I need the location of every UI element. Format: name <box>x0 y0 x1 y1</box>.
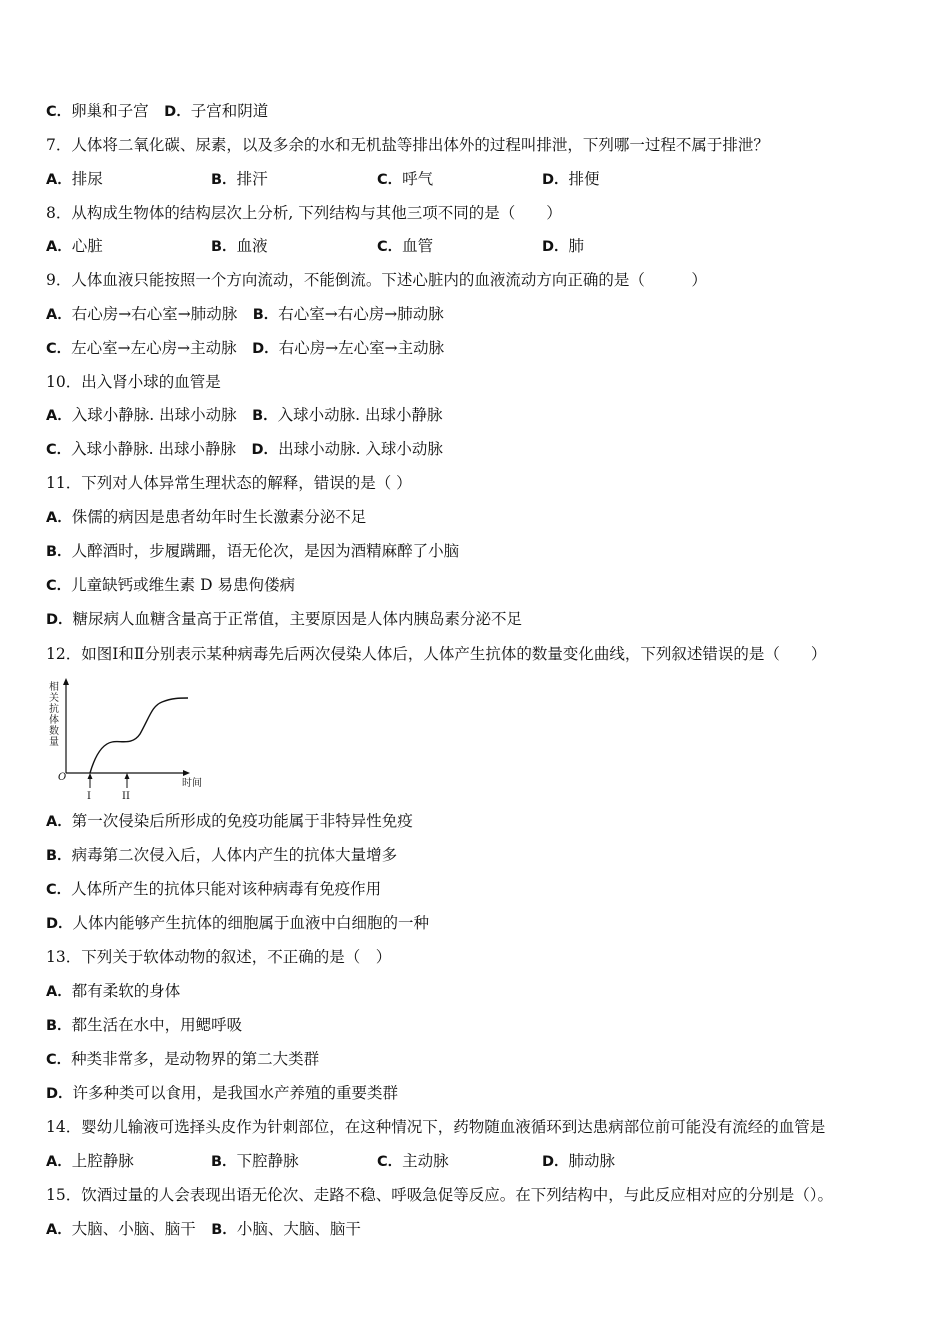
question-11: 11．下列对人体异常生理状态的解释，错误的是（ ） <box>46 474 412 492</box>
q8-option-a: A．心脏 <box>46 237 103 255</box>
q14-option-a: A．上腔静脉 <box>46 1152 134 1170</box>
marker-1-arrowhead <box>88 773 93 779</box>
question-9: 9．人体血液只能按照一个方向流动，不能倒流。下述心脏内的血液流动方向正确的是（ ） <box>46 271 707 289</box>
question-15: 15．饮酒过量的人会表现出语无伦次、走路不稳、呼吸急促等反应。在下列结构中，与此反应相对应的分别是（）。 <box>46 1186 833 1204</box>
q8-option-b: B．血液 <box>211 237 268 255</box>
antibody-curve <box>90 698 188 773</box>
q10-options-ab: A．入球小静脉. 出球小动脉 B．入球小动脉. 出球小静脉 <box>46 406 443 424</box>
q8-option-d: D．肺 <box>542 237 585 255</box>
q7-option-d: D．排便 <box>542 170 600 188</box>
q12-option-b: B．病毒第二次侵入后，人体内产生的抗体大量增多 <box>46 846 398 864</box>
question-10: 10．出入肾小球的血管是 <box>46 373 221 391</box>
q9-options-ab: A．右心房→右心室→肺动脉 B．右心室→右心房→肺动脉 <box>46 305 444 323</box>
q8-options <box>46 236 906 256</box>
q14-option-b: B．下腔静脉 <box>211 1152 299 1170</box>
q12-option-a: A．第一次侵染后所形成的免疫功能属于非特异性免疫 <box>46 812 413 830</box>
q11-option-a: A．侏儒的病因是患者幼年时生长激素分泌不足 <box>46 508 367 526</box>
q7-option-a: A．排尿 <box>46 170 103 188</box>
q13-option-c: C．种类非常多，是动物界的第二大类群 <box>46 1050 320 1068</box>
q8-option-c: C．血管 <box>377 237 434 255</box>
y-axis-arrow <box>63 678 69 685</box>
q6-options-cd: C．卵巢和子宫 D．子宫和阴道 <box>46 102 269 120</box>
q15-options-ab: A．大脑、小脑、脑干 B．小脑、大脑、脑干 <box>46 1220 361 1238</box>
q13-option-a: A．都有柔软的身体 <box>46 982 181 1000</box>
q11-option-d: D．糖尿病人血糖含量高于正常值，主要原因是人体内胰岛素分泌不足 <box>46 610 523 628</box>
q12-option-d: D．人体内能够产生抗体的细胞属于血液中白细胞的一种 <box>46 914 430 932</box>
q7-option-b: B．排汗 <box>211 170 268 188</box>
q10-options-cd: C．入球小静脉. 出球小静脉 D．出球小动脉. 入球小动脉 <box>46 440 443 458</box>
q14-option-d: D．肺动脉 <box>542 1152 616 1170</box>
q11-option-c: C．儿童缺钙或维生素 D 易患佝偻病 <box>46 576 295 594</box>
y-axis-label <box>49 680 59 748</box>
q7-options <box>46 169 906 189</box>
question-12: 12．如图Ⅰ和Ⅱ分别表示某种病毒先后两次侵染人体后，人体产生抗体的数量变化曲线，下列叙述错误的是（ ） <box>46 645 827 663</box>
q12-option-c: C．人体所产生的抗体只能对该种病毒有免疫作用 <box>46 880 382 898</box>
marker-2-arrowhead <box>125 773 130 779</box>
q7-option-c: C．呼气 <box>377 170 434 188</box>
marker-1-label: I <box>87 791 91 802</box>
marker-2-label: II <box>122 791 130 802</box>
q13-option-d: D．许多种类可以食用，是我国水产养殖的重要类群 <box>46 1084 399 1102</box>
antibody-curve-figure <box>40 676 220 806</box>
question-14: 14．婴幼儿输液可选择头皮作为针刺部位，在这种情况下，药物随血液循环到达患病部位前可能没有流经的血管是 <box>46 1118 826 1136</box>
y-axis-label-text: 相关抗体数量 <box>49 682 59 748</box>
question-7: 7．人体将二氧化碳、尿素，以及多余的水和无机盐等排出体外的过程叫排泄，下列哪一过程不属于排泄？ <box>46 136 769 154</box>
q14-options <box>46 1151 906 1171</box>
q14-option-c: C．主动脉 <box>377 1152 449 1170</box>
x-axis-arrow <box>183 770 190 776</box>
origin-label: O <box>58 772 67 783</box>
q13-option-b: B．都生活在水中，用鳃呼吸 <box>46 1016 243 1034</box>
x-axis-label: 时间 <box>182 778 202 789</box>
question-13: 13．下列关于软体动物的叙述，不正确的是（ ） <box>46 948 392 966</box>
question-8: 8．从构成生物体的结构层次上分析, 下列结构与其他三项不同的是（ ） <box>46 204 562 222</box>
q9-options-cd: C．左心室→左心房→主动脉 D．右心房→左心室→主动脉 <box>46 339 445 357</box>
q11-option-b: B．人醉酒时，步履蹒跚，语无伦次，是因为酒精麻醉了小脑 <box>46 542 460 560</box>
